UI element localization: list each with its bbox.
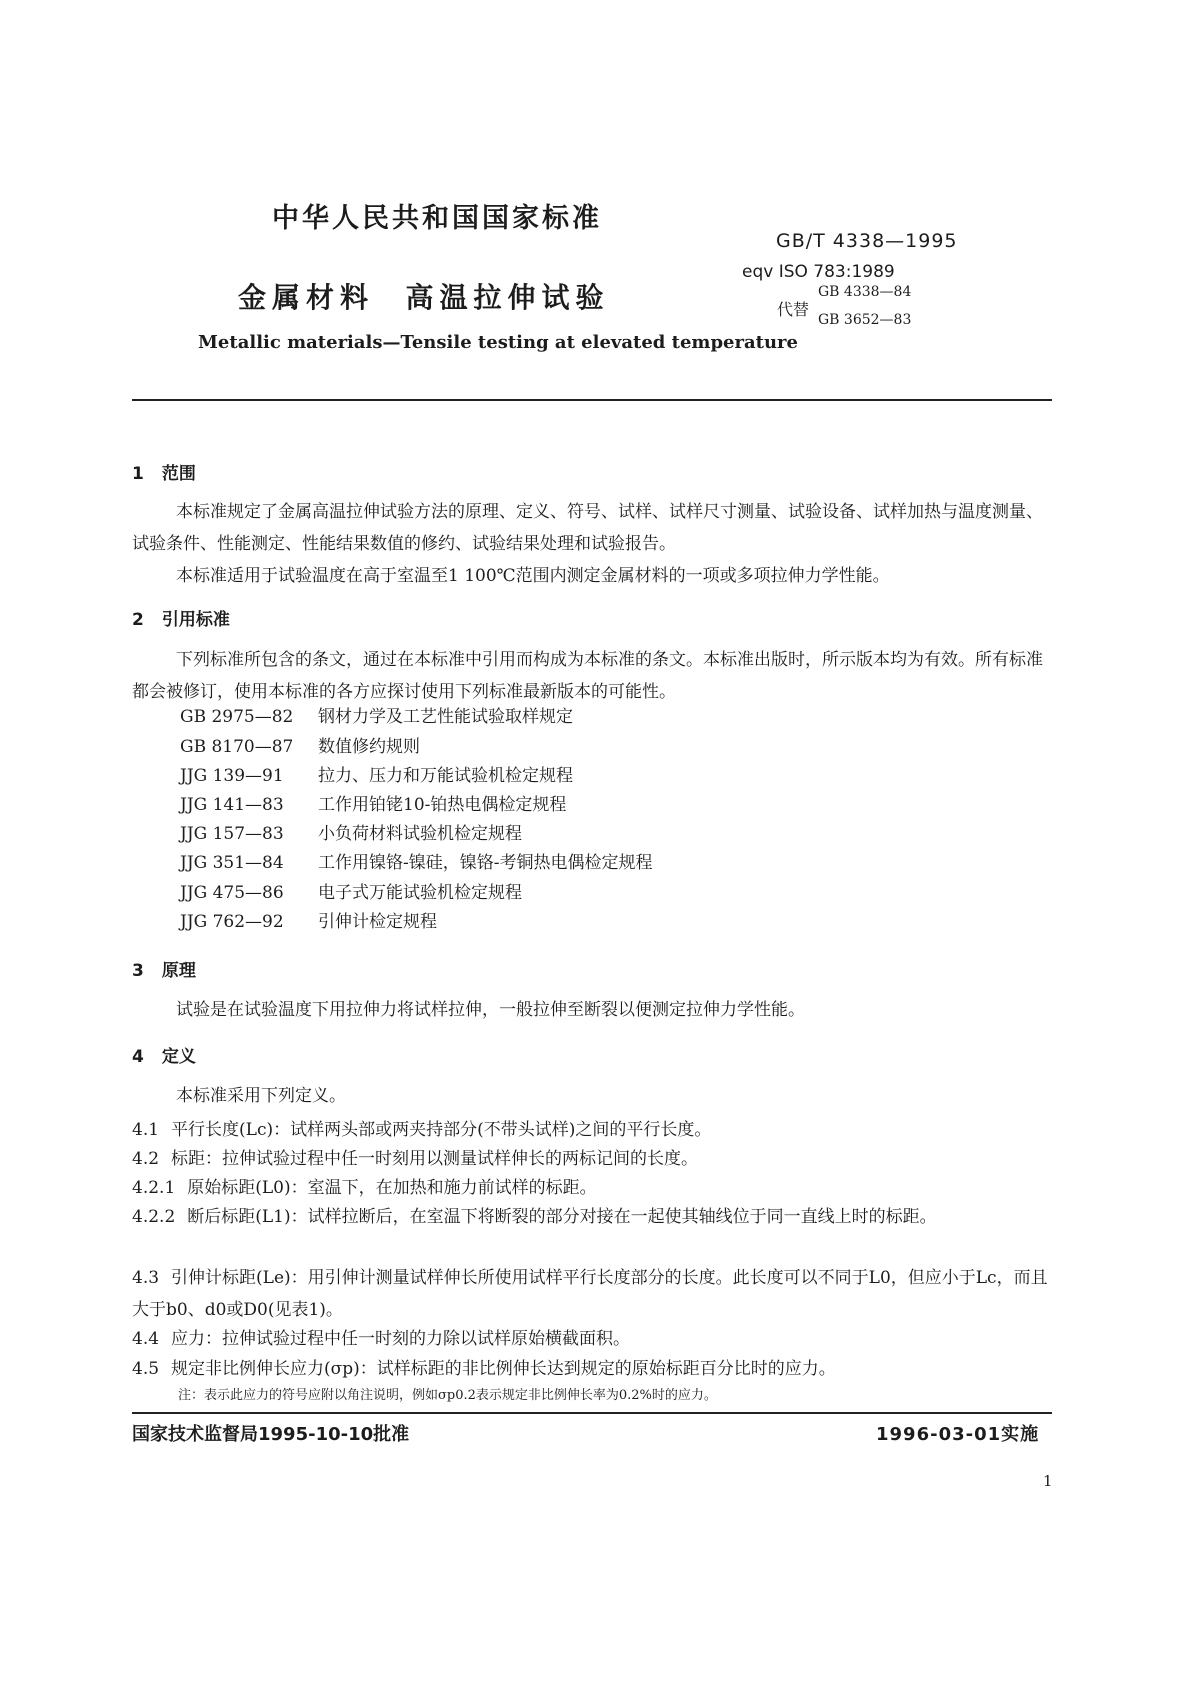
reference-title: 电子式万能试验机检定规程 (318, 883, 522, 903)
paragraph: 本标准适用于试验温度在高于室温至1 100℃范围内测定金属材料的一项或多项拉伸力学性能。 (176, 566, 890, 586)
definition-number: 4.2 (132, 1149, 160, 1169)
paragraph: 下列标准所包含的条文，通过在本标准中引用而构成为本标准的条文。本标准出版时，所示版本均为有效。所有标准都会被修订，使用本标准的各方应探讨使用下列标准最新版本的可能性。 (132, 650, 1043, 702)
reference-title: 钢材力学及工艺性能试验取样规定 (318, 707, 573, 727)
note: 注：表示此应力的符号应附以角注说明，例如σp0.2表示规定非比例伸长率为0.2%时的应力。 (178, 1388, 717, 1403)
reference-title: 小负荷材料试验机检定规程 (318, 824, 522, 844)
reference-code: JJG 762—92 (180, 912, 284, 932)
paragraph: 本标准采用下列定义。 (176, 1086, 346, 1106)
reference-code: JJG 475—86 (180, 883, 284, 903)
country-title: 中华人民共和国国家标准 (272, 203, 602, 234)
definition (132, 1143, 1052, 1175)
title-en: Metallic materials—Tensile testing at elevated temperature (198, 332, 798, 353)
definition (132, 1201, 1052, 1233)
reference-item (180, 878, 522, 909)
approval-line: 国家技术监督局1995-10-10批准 (132, 1424, 410, 1445)
title-cn: 金属材料 高温拉伸试验 (238, 281, 610, 314)
definition-number: 4.1 (132, 1120, 160, 1140)
reference-title: 工作用镍铬-镍硅，镍铬-考铜热电偶检定规程 (318, 853, 653, 873)
definition (132, 1172, 1052, 1204)
reference-item (180, 907, 437, 938)
definition-number: 4.2.2 (132, 1207, 176, 1227)
reference-title: 拉力、压力和万能试验机检定规程 (318, 766, 573, 786)
definition (132, 1353, 1052, 1385)
header-divider (132, 399, 1052, 401)
section-number: 3 (132, 961, 144, 981)
definition-text: 标距：拉伸试验过程中任一时刻用以测量试样伸长的两标记间的长度。 (171, 1149, 699, 1169)
reference-item (180, 702, 573, 733)
definition-text: 原始标距(L0)：室温下，在加热和施力前试样的标距。 (187, 1178, 597, 1198)
paragraph: 试验是在试验温度下用拉伸力将试样拉伸，一般拉伸至断裂以便测定拉伸力学性能。 (176, 1000, 805, 1020)
reference-title: 引伸计检定规程 (318, 912, 437, 932)
definition (132, 1323, 1052, 1355)
definition (132, 1114, 1052, 1146)
equivalent-standard: eqv ISO 783:1989 (742, 262, 895, 282)
section-heading (132, 605, 230, 630)
definition-text: 应力：拉伸试验过程中任一时刻的力除以试样原始横截面积。 (171, 1329, 631, 1349)
section-number: 1 (132, 464, 144, 484)
reference-item (180, 848, 653, 879)
replaces-item: GB 4338—84 (818, 284, 912, 300)
paragraph: 本标准规定了金属高温拉伸试验方法的原理、定义、符号、试样、试样尺寸测量、试验设备、试样加热与温度测量、试验条件、性能测定、性能结果数值的修约、试验结果处理和试验报告。 (132, 502, 1043, 554)
reference-item (180, 761, 573, 792)
section-number: 2 (132, 610, 144, 630)
reference-code: JJG 139—91 (180, 766, 284, 786)
reference-item (180, 790, 566, 821)
page-number: 1 (1043, 1472, 1053, 1490)
section-heading (132, 459, 196, 484)
definition-number: 4.5 (132, 1359, 160, 1379)
definition-number: 4.4 (132, 1329, 160, 1349)
standard-number: GB/T 4338—1995 (776, 230, 958, 252)
section-title: 引用标准 (161, 610, 230, 630)
definition-text: 规定非比例伸长应力(σp)：试样标距的非比例伸长达到规定的原始标距百分比时的应力。 (171, 1359, 836, 1379)
effective-date: 1996-03-01实施 (876, 1424, 1040, 1445)
reference-code: GB 2975—82 (180, 707, 294, 727)
definition-text: 断后标距(L1)：试样拉断后，在室温下将断裂的部分对接在一起使其轴线位于同一直线上时的标距。 (187, 1207, 937, 1227)
reference-title: 工作用铂铑10-铂热电偶检定规程 (318, 795, 567, 815)
definition-number: 4.2.1 (132, 1178, 176, 1198)
footer-divider (132, 1412, 1052, 1414)
reference-code: JJG 157—83 (180, 824, 284, 844)
definition-number: 4.3 (132, 1268, 160, 1288)
definition-text: 引伸计标距(Le)：用引伸计测量试样伸长所使用试样平行长度部分的长度。此长度可以不同于L0，但应小于Lc，而且大于b0、d0或D0(见表1)。 (132, 1268, 1048, 1320)
section-title: 范围 (161, 464, 196, 484)
reference-code: GB 8170—87 (180, 737, 294, 757)
section-heading (132, 1042, 196, 1067)
reference-code: JJG 141—83 (180, 795, 284, 815)
reference-title: 数值修约规则 (318, 737, 420, 757)
reference-item (180, 732, 420, 763)
definition (132, 1262, 1052, 1326)
definition-text: 平行长度(Lc)：试样两头部或两夹持部分(不带头试样)之间的平行长度。 (171, 1120, 712, 1140)
replaces-item: GB 3652—83 (818, 312, 912, 328)
reference-code: JJG 351—84 (180, 853, 284, 873)
section-title: 定义 (161, 1047, 196, 1067)
replaces-label: 代替 (777, 300, 810, 319)
section-number: 4 (132, 1047, 144, 1067)
reference-item (180, 819, 522, 850)
section-title: 原理 (161, 961, 196, 981)
section-heading (132, 956, 196, 981)
